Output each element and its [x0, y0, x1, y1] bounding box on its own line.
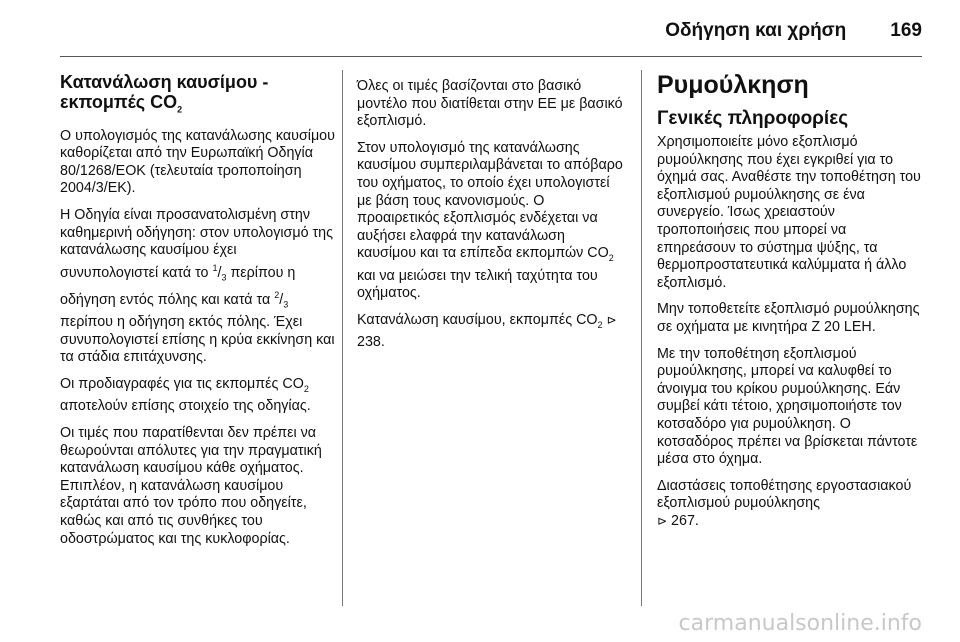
column-divider	[641, 70, 642, 606]
column-2	[357, 78, 625, 361]
paragraph: Με την τοποθέτηση εξοπλισμού ρυμούλκησης, μπορεί να καλυφθεί το άνοιγμα του κρίκου ρυμούλκησης. Εάν συμβεί κάτι τέτοιο, χρησιμοποιήστε τον κοτσαδόρο για ρυμούλκηση. Ο κοτσαδόρος πρέπει να βρίσκεται πάντοτε μέσα στο όχημα.	[657, 345, 918, 468]
page-header	[665, 20, 922, 42]
paragraph: Μην τοποθετείτε εξοπλισμό ρυμούλκησης σε οχήματα με κινητήρα Z 20 LEH.	[657, 301, 920, 335]
paragraph: Ο υπολογισμός της κατανάλωσης καυσίμου καθορίζεται από την Ευρωπαϊκή Οδηγία 80/1268/ΕΟΚ (τελευταία τροποποίηση 2004/3/ΕΚ).	[60, 127, 335, 197]
paragraph: Όλες οι τιμές βασίζονται στο βασικό μοντέλο που διατίθεται στην ΕΕ με βασικό εξοπλισμό.	[357, 78, 623, 130]
page-reference[interactable]: 267	[671, 512, 695, 529]
column-3	[657, 70, 927, 539]
section-heading-fuel-consumption: Κατανάλωση καυσίμου - εκπομπές $CO_2$	[60, 72, 269, 115]
paragraph: Χρησιμοποιείτε μόνο εξοπλισμό ρυμούλκησης που έχει εγκριθεί για το όχημά σας. Αναθέστε την τοποθέτηση του εξοπλισμού ρυμούλκησης σε ένα συνεργείο. Ίσως χρειαστούν τροποποιήσεις που μπορεί να επηρεάσουν το σύστημα ψύξης, τα θερμοπροστατευτικά καλύμματα ή άλλο εξοπλισμό.	[657, 134, 921, 291]
cross-reference[interactable]: Διαστάσεις τοποθέτησης εργοστασιακού εξοπλισμού ρυμούλκησης ⊳ 267.	[657, 477, 912, 529]
paragraph: Στον υπολογισμό της κατανάλωσης καυσίμου συμπεριλαμβάνεται το απόβαρο του οχήματος, το οποίο έχει υπολογιστεί με βάση τους κανονισμούς. Ο προαιρετικός εξοπλισμός ενδέχεται να αυξήσει ελαφρά την κατανάλωση καυσίμου και τα επίπεδα εκπομπών $CO_2$ και να μειώσει την τελική ταχύτητα του οχήματος.	[357, 139, 623, 302]
page-reference-icon: ⊳	[606, 312, 617, 327]
page-reference-icon: ⊳	[657, 513, 668, 528]
column-divider	[342, 70, 343, 606]
paragraph: Οι προδιαγραφές για τις εκπομπές $CO_2$ αποτελούν επίσης στοιχείο της οδηγίας.	[60, 375, 311, 415]
paragraph: Η Οδηγία είναι προσανατολισμένη στην καθημερινή οδήγηση: στον υπολογισμό της κατανάλωσης καυσίμου έχει συνυπολογιστεί κατά το $^1/_3$ περίπου η οδήγηση εντός πόλης και κατά τα $^2/_3$ περίπου η οδήγηση εκτός πόλης. Έχει συνυπολογιστεί επίσης η κρύα εκκίνηση και τα στάδια επιτάχυνσης.	[60, 206, 335, 366]
paragraph: Οι τιμές που παρατίθενται δεν πρέπει να θεωρούνται απόλυτες για την πραγματική κατανάλωση καυσίμου κάθε οχήματος. Επιπλέον, η κατανάλωση καυσίμου εξαρτάται από τον τρόπο που οδηγείτε, καθώς και από τις συνθήκες του οδοστρώματος και της κυκλοφορίας.	[60, 425, 322, 547]
chapter-heading: Ρυμούλκηση	[657, 71, 809, 99]
subsection-heading: Γενικές πληροφορίες	[657, 108, 849, 129]
watermark: carmanualsonline.info	[678, 611, 922, 636]
running-title: Οδήγηση και χρήση	[665, 20, 847, 41]
page-reference[interactable]: 238	[357, 334, 381, 351]
column-1	[60, 70, 336, 557]
cross-reference[interactable]: Κατανάλωση καυσίμου, εκπομπές $CO_2$ ⊳ 238.	[357, 311, 617, 351]
page-number: 169	[890, 20, 922, 41]
header-divider	[60, 56, 922, 57]
